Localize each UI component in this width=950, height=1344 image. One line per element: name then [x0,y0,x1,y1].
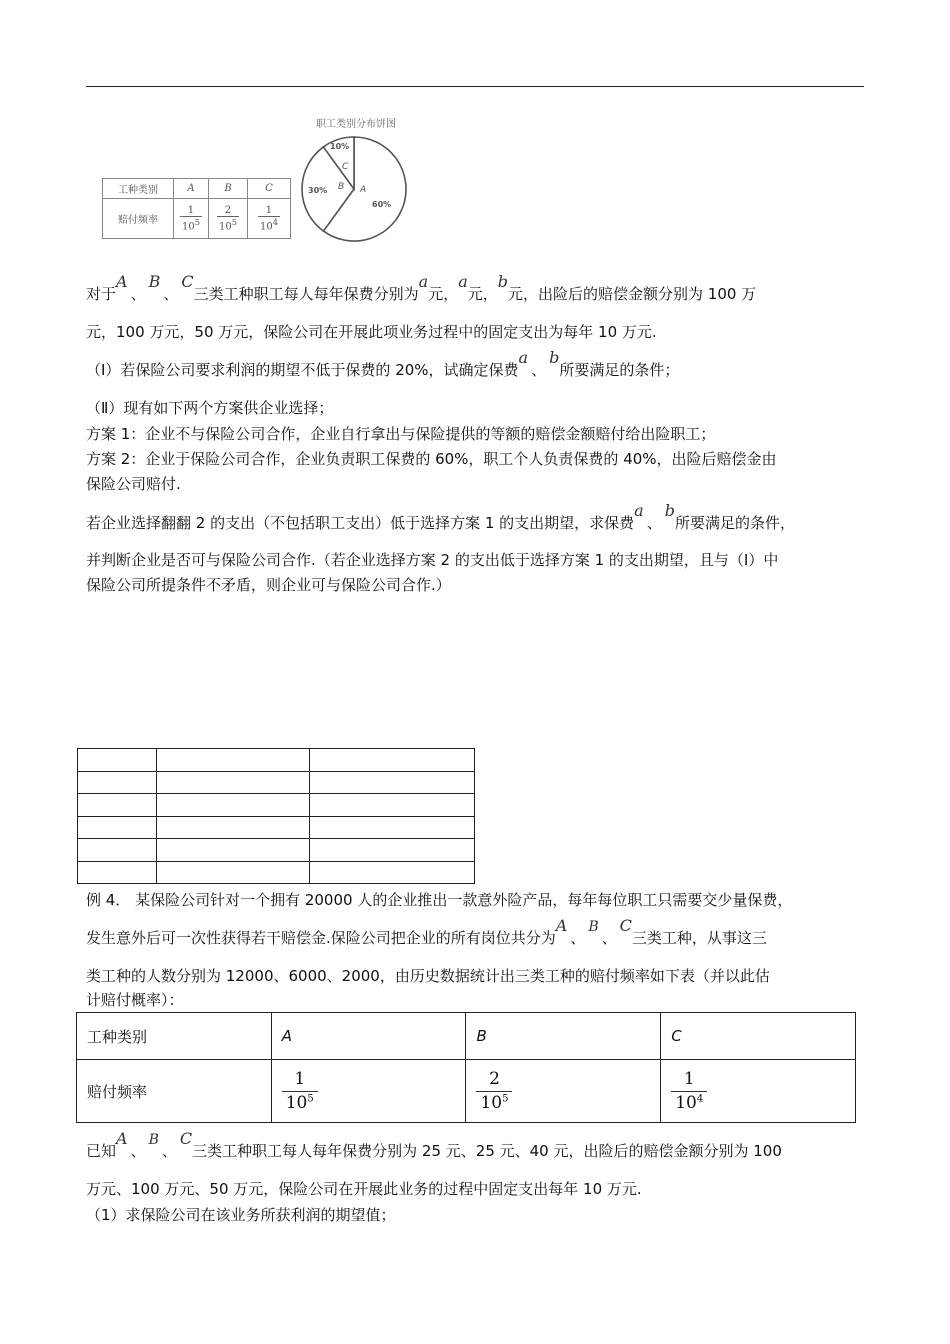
problem-line-3: （Ⅰ）若保险公司要求利润的期望不低于保费的 20%，试确定保费a、b所要满足的条件； [86,348,680,379]
var-C: C [179,1129,193,1148]
table-cell: $\frac{1}{10^5}$ [271,1060,466,1123]
var-b: b [549,348,560,367]
example4-line-7: （1）求保险公司在该业务所获利润的期望值； [86,1206,396,1224]
problem-line-6: 方案 2：企业于保险公司合作，企业负责职工保费的 60%，职工个人负责保费的 40%，出险后赔偿金由 [86,450,777,468]
pie-chart [296,112,416,242]
pie-label: C [342,162,349,172]
var-B: B [148,272,161,291]
example4-line-2: 发生意外后可一次性获得若干赔偿金.保险公司把企业的所有岗位共分为A、B、C三类工种，从事这三 [86,916,767,947]
problem-line-1: 对于A、B、C三类工种职工每人每年保费分别为a元，a元，b元，出险后的赔偿金额分别为 100 万 [86,272,757,303]
var-A: A [555,916,568,935]
var-A: A [116,1129,128,1148]
pie-label: 30% [308,186,328,195]
problem-line-2: 元，100 万元，50 万元，保险公司在开展此项业务过程中的固定支出为每年 10 万元. [86,323,657,341]
problem-line-10: 保险公司所提条件不矛盾，则企业可与保险公司合作.） [86,576,451,594]
figure-table-header: B [209,179,248,199]
var-B: B [588,919,599,935]
example4-line-5: 已知A、B、C三类工种职工每人每年保费分别为 25 元、25 元、40 元，出险后的赔偿金额分别为 100 [86,1129,782,1160]
figure-table-cell: $\frac{1}{10^5}$ [174,199,209,239]
var-a: a [418,272,429,291]
figure-table-cell: $\frac{2}{10^5}$ [209,199,248,239]
table-header: A [271,1013,466,1060]
table-header: C [661,1013,856,1060]
table-header: 工种类别 [77,1013,272,1060]
var-C: C [181,272,194,291]
figure-table-header: A [174,179,209,199]
problem-line-5: 方案 1：企业不与保险公司合作，企业自行拿出与保险提供的等额的赔偿金额赔付给出险职工； [86,425,716,443]
var-C: C [619,916,632,935]
var-a: a [634,501,644,520]
var-B: B [148,1132,159,1148]
figure-table-cell: $\frac{1}{10^4}$ [248,199,291,239]
example4-line-1: 例 4． 某保险公司针对一个拥有 20000 人的企业推出一款意外险产品，每年每位职工只需要交少量保费， [86,891,793,909]
var-b: b [497,272,509,291]
figure-table-header: 工种类别 [103,179,174,199]
frequency-table [76,1012,856,1123]
pie-label: B [338,182,345,192]
var-A: A [116,272,128,291]
pie-label: 10% [330,142,350,151]
table-row-label: 赔付频率 [77,1060,272,1123]
table-cell: $\frac{2}{10^5}$ [466,1060,661,1123]
problem-line-9: 并判断企业是否可与保险公司合作.（若企业选择方案 2 的支出低于选择方案 1 的支出期望，且与（Ⅰ）中 [86,551,779,569]
figure-frequency-table [102,178,291,239]
example4-line-3: 类工种的人数分别为 12000、6000、2000，由历史数据统计出三类工种的赔付频率如下表（并以此估 [86,967,770,985]
problem-line-8: 若企业选择翻翻 2 的支出（不包括职工支出）低于选择方案 1 的支出期望，求保费a、b所要满足的条件， [86,501,795,532]
problem-line-7: 保险公司赔付. [86,475,181,493]
header-rule [86,86,864,87]
empty-table [77,748,475,884]
var-a: a [458,272,468,291]
table-header: B [466,1013,661,1060]
problem-line-4: （Ⅱ）现有如下两个方案供企业选择； [86,399,334,417]
pie-label: A [360,185,367,195]
example4-line-6: 万元、100 万元、50 万元，保险公司在开展此业务的过程中固定支出每年 10 万元. [86,1180,642,1198]
var-b: b [664,501,675,520]
pie-title: 职工类别分布饼图 [316,119,396,130]
figure-table-row-label: 赔付频率 [103,199,174,239]
figure-table-header: C [248,179,291,199]
pie-label: 60% [372,200,392,209]
var-a: a [518,348,529,367]
example4-line-4: 计赔付概率）： [86,991,184,1009]
table-cell: $\frac{1}{10^4}$ [661,1060,856,1123]
